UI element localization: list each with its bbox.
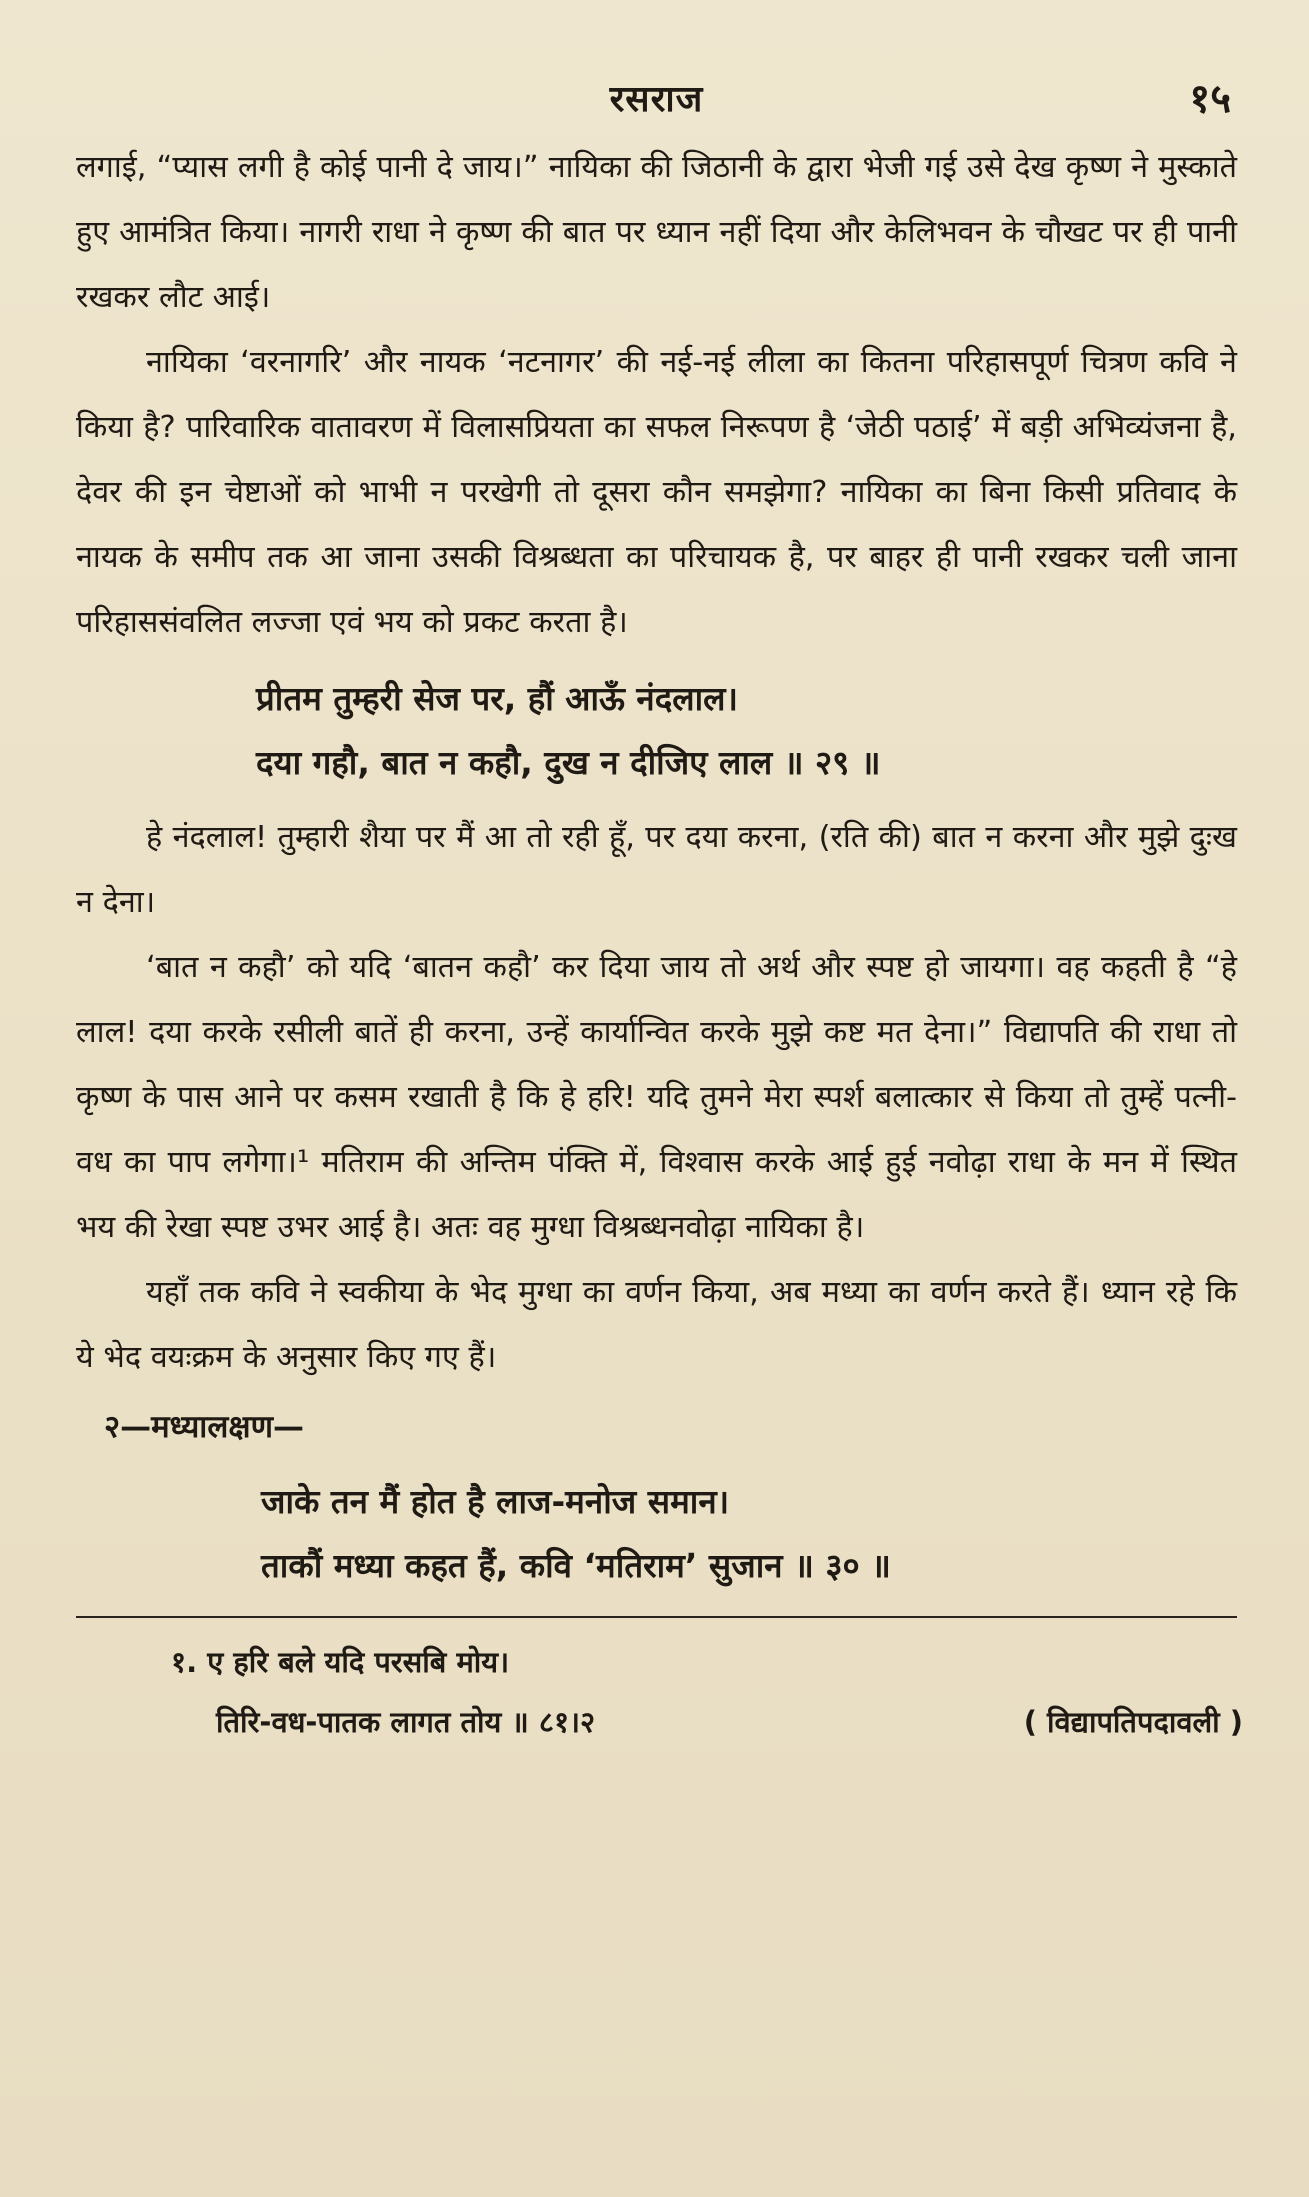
paragraph-transition: यहाँ तक कवि ने स्वकीया के भेद मुग्धा का वर्णन किया, अब मध्या का वर्णन करते हैं। ध्यान रहे कि ये भेद वयःक्रम के अनुसार किए गए हैं।	[76, 1275, 1237, 1375]
verse-line: ताकौं मध्या कहत हैं, कवि ‘मतिराम’ सुजान ॥ ३० ॥	[261, 1546, 891, 1585]
page-body	[76, 135, 1243, 1752]
footnote-divider	[76, 1616, 1237, 1618]
verse-line: दया गहौ, बात न कहौ, दुख न दीजिए लाल ॥ २९ ॥	[256, 743, 881, 782]
footnote	[76, 1632, 1243, 1752]
running-title: रसराज	[609, 79, 704, 120]
verse-29	[76, 667, 1237, 795]
verse-line: प्रीतम तुम्हरी सेज पर, हौं आऊँ नंदलाल।	[256, 679, 739, 718]
verse-30	[76, 1470, 1237, 1598]
page-number: १५	[1189, 76, 1231, 122]
page-header	[76, 55, 1237, 125]
paragraph-explanation: ‘बात न कहौ’ को यदि ‘बातन कहौ’ कर दिया जाय तो अर्थ और स्पष्ट हो जायगा। वह कहती है “हे लाल! दया करके रसीली बातें ही करना, उन्हें कार्यान्वित करके मुझे कष्ट मत देना।” विद्यापति की राधा तो कृष्ण के पास आने पर कसम रखाती है कि हे हरि! यदि तुमने मेरा स्पर्श बलात्कार से किया तो तुम्हें पत्नी-वध का पाप लगेगा।¹ मतिराम की अन्तिम पंक्ति में, विश्वास करके आई हुई नवोढ़ा राधा के मन में स्थित भय की रेखा स्पष्ट उभर आई है। अतः वह मुग्धा विश्रब्धनवोढ़ा नायिका है।	[76, 950, 1237, 1245]
footnote-line: १. ए हरि बले यदि परसबि मोय।	[171, 1645, 510, 1679]
footnote-source: ( विद्यापतिपदावली )	[1023, 1705, 1243, 1739]
paragraph-commentary: नायिका ‘वरनागरि’ और नायक ‘नटनागर’ की नई-नई लीला का कितना परिहासपूर्ण चित्रण कवि ने किया है? पारिवारिक वातावरण में विलासप्रियता का सफल निरूपण है ‘जेठी पठाई’ में बड़ी अभिव्यंजना है, देवर की इन चेष्टाओं को भाभी न परखेगी तो दूसरा कौन समझेगा? नायिका का बिना किसी प्रतिवाद के नायक के समीप तक आ जाना उसकी विश्रब्धता का परिचायक है, पर बाहर ही पानी रखकर चली जाना परिहाससंवलित लज्जा एवं भय को प्रकट करता है।	[76, 345, 1237, 640]
paragraph-continuation: लगाई, “प्यास लगी है कोई पानी दे जाय।” नायिका की जिठानी के द्वारा भेजी गई उसे देख कृष्ण ने मुस्काते हुए आमंत्रित किया। नागरी राधा ने कृष्ण की बात पर ध्यान नहीं दिया और केलिभवन के चौखट पर ही पानी रखकर लौट आई।	[76, 150, 1237, 315]
footnote-line	[171, 1692, 1243, 1752]
paragraph-meaning: हे नंदलाल! तुम्हारी शैया पर मैं आ तो रही हूँ, पर दया करना, (रति की) बात न करना और मुझे दुःख न देना।	[76, 820, 1237, 920]
footnote-verse: तिरि-वध-पातक लागत तोय ॥ ८१।२	[216, 1705, 596, 1739]
section-heading: २—मध्यालक्षण—	[104, 1409, 304, 1445]
verse-line: जाके तन मैं होत है लाज-मनोज समान।	[261, 1482, 730, 1521]
